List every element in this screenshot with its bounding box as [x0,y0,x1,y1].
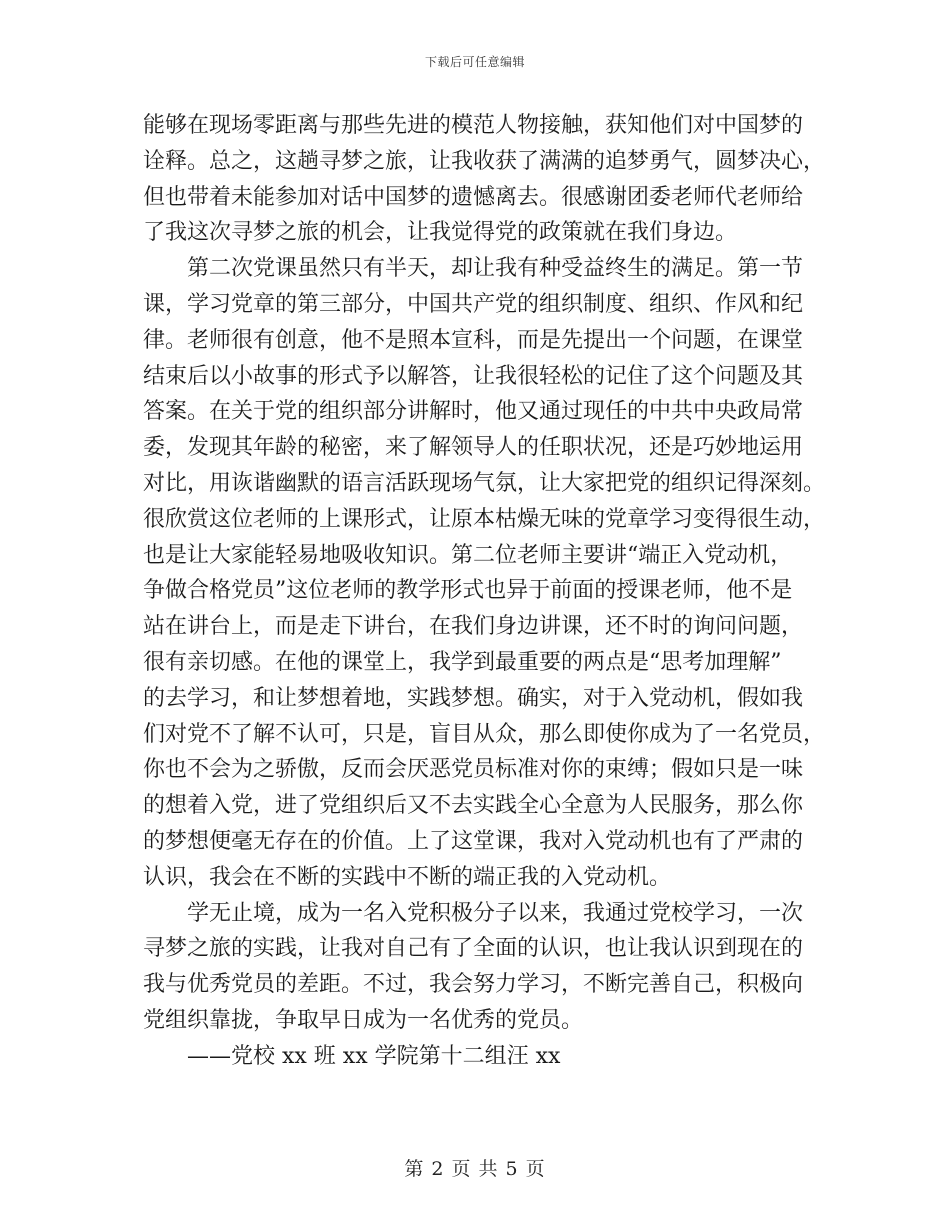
text-line: 委，发现其年龄的秘密，来了解领导人的任职状况，还是巧妙地运用 [143,435,804,461]
text-line: 的梦想便毫无存在的价值。上了这堂课，我对入党动机也有了严肃的 [143,828,804,854]
text-line: 寻梦之旅的实践，让我对自己有了全面的认识，也让我认识到现在的 [143,936,804,962]
page-header: 下载后可任意编辑 [424,55,525,69]
signature-line: ——党校 xx 班 xx 学院第十二组汪 xx [187,1043,561,1069]
text-line: 很有亲切感。在他的课堂上，我学到最重要的两点是“思考加理解” [143,649,782,675]
text-line: 们对党不了解不认可，只是，盲目从众，那么即使你成为了一名党员， [143,721,826,747]
text-line: 结束后以小故事的形式予以解答，让我很轻松的记住了这个问题及其 [143,363,804,389]
document-body [143,108,826,1075]
page-number: 第 2 页 共 5 页 [404,1158,546,1180]
text-line: 律。老师很有创意，他不是照本宣科，而是先提出一个问题，在课堂 [143,327,804,353]
text-line: 了我这次寻梦之旅的机会，让我觉得党的政策就在我们身边。 [143,220,738,246]
text-line: 我与优秀党员的差距。不过，我会努力学习，不断完善自己，积极向 [143,972,804,998]
text-line: 你也不会为之骄傲，反而会厌恶党员标准对你的束缚；假如只是一味 [143,757,804,783]
text-line: 但也带着未能参加对话中国梦的遗憾离去。很感谢团委老师代老师给 [143,184,804,210]
text-line: 站在讲台上，而是走下讲台，在我们身边讲课，还不时的询问问题， [143,614,804,640]
text-line: 认识，我会在不断的实践中不断的端正我的入党动机。 [143,864,672,890]
text-line: 党组织靠拢，争取早日成为一名优秀的党员。 [143,1007,584,1033]
text-line: 诠释。总之，这趟寻梦之旅，让我收获了满满的追梦勇气，圆梦决心， [143,148,826,174]
text-line: 对比，用诙谐幽默的语言活跃现场气氛，让大家把党的组织记得深刻。 [143,470,826,496]
text-line: 很欣赏这位老师的上课形式，让原本枯燥无味的党章学习变得很生动， [143,506,826,532]
text-line: 争做合格党员”这位老师的教学形式也异于前面的授课老师，他不是 [143,578,793,604]
text-line: 的想着入党，进了党组织后又不去实践全心全意为人民服务，那么你 [143,793,804,819]
text-line: 的去学习，和让梦想着地，实践梦想。确实，对于入党动机，假如我 [143,685,804,711]
paragraph-start-line: 学无止境，成为一名入党积极分子以来，我通过党校学习，一次 [187,900,804,926]
text-line: 答案。在关于党的组织部分讲解时，他又通过现任的中共中央政局常 [143,399,804,425]
text-line: 能够在现场零距离与那些先进的模范人物接触，获知他们对中国梦的 [143,113,804,138]
text-line: 也是让大家能轻易地吸收知识。第二位老师主要讲“端正入党动机， [143,542,793,568]
paragraph-start-line: 第二次党课虽然只有半天，却让我有种受益终生的满足。第一节 [187,256,804,282]
text-line: 课，学习党章的第三部分，中国共产党的组织制度、组织、作风和纪 [143,291,804,317]
